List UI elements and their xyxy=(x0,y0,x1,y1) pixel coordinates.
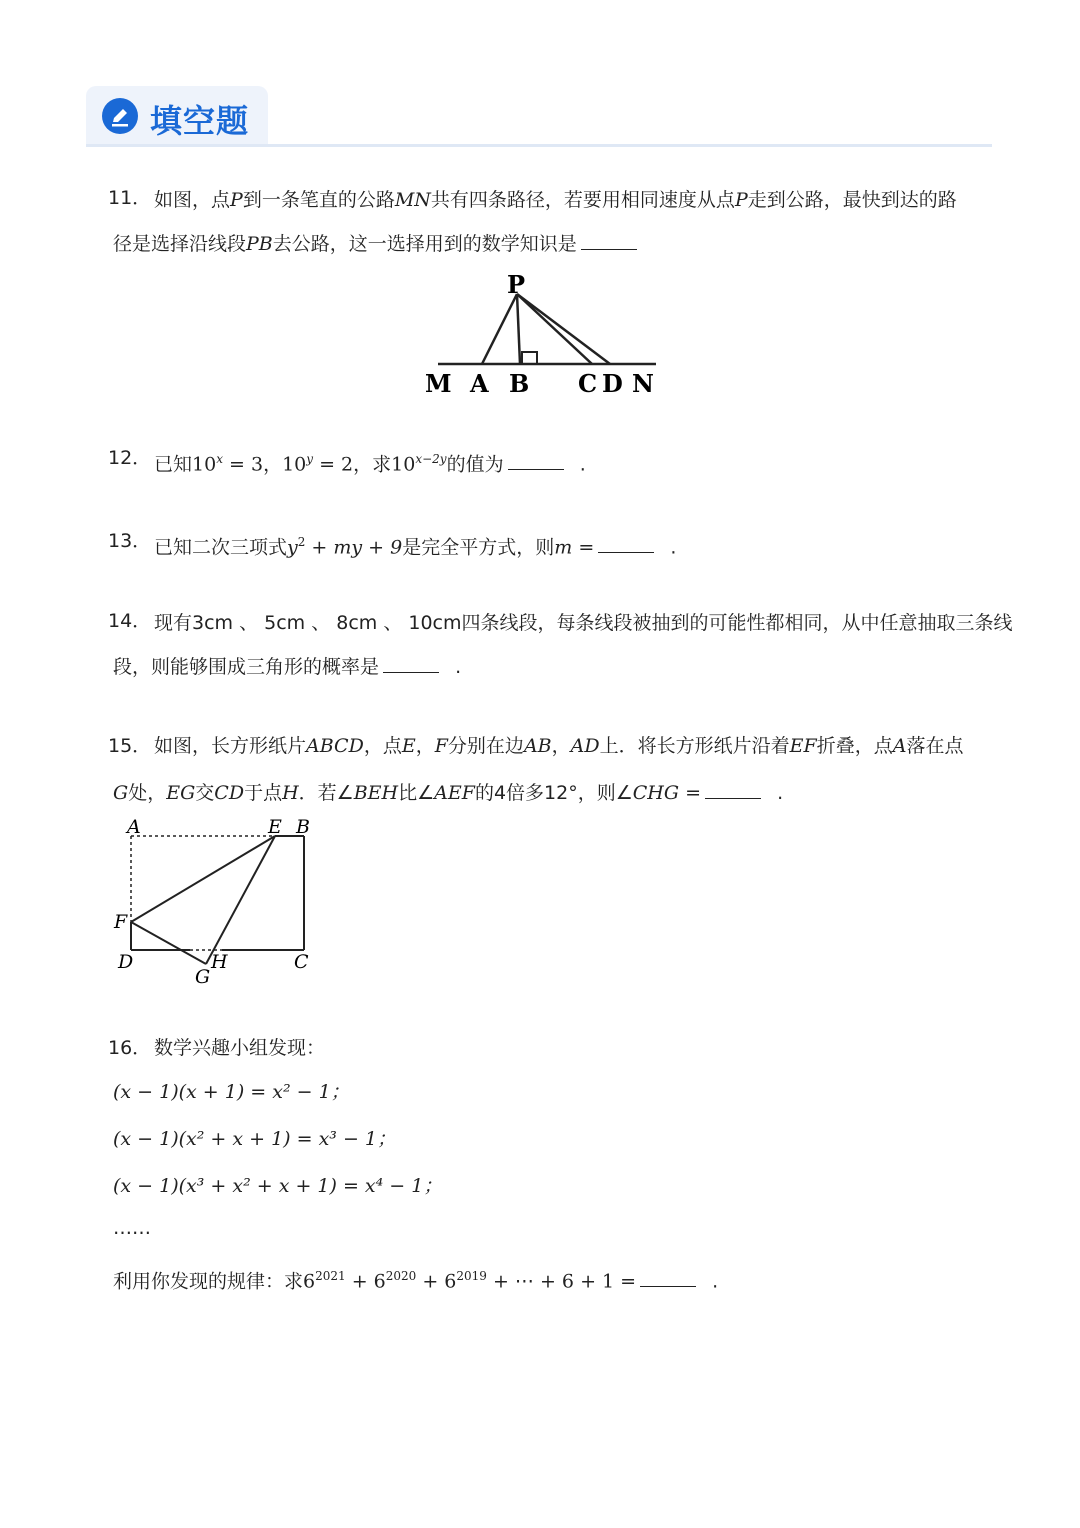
answer-blank[interactable] xyxy=(640,1285,696,1287)
figure-label: C xyxy=(578,369,598,398)
figure-label: E xyxy=(268,816,282,838)
q12-text: 已知$10^x = 3$，$10^y = 2$，求$10^{x-2y}$的值为 . xyxy=(154,452,586,476)
figure-label: A xyxy=(470,369,489,398)
q11-line2: 径是选择沿线段PB去公路，这一选择用到的数学知识是 xyxy=(113,232,641,256)
q14-line2: 段，则能够围成三角形的概率是 . xyxy=(113,656,462,678)
q14-line1: 现有3cm 、 5cm 、 8cm 、 10cm四条线段，每条线段被抽到的可能性都相同，从中任意抽取三条线 xyxy=(154,612,1013,634)
q11-line1: 如图，点P到一条笔直的公路MN共有四条路径，若要用相同速度从点P走到公路，最快到达的路 xyxy=(154,189,957,211)
section-title: 填空题 xyxy=(150,102,250,140)
question-number: 11． xyxy=(108,187,152,209)
question-number: 16． xyxy=(108,1037,152,1059)
section-divider xyxy=(86,144,992,147)
figure-label: B xyxy=(509,369,530,398)
q15-line2: G处，EG交CD于点H．若∠BEH比∠AEF的4倍多12°，则∠CHG = . xyxy=(113,782,784,804)
q16-equation-2: (x − 1)(x² + x + 1) = x³ − 1； xyxy=(113,1128,397,1150)
figure-label: N xyxy=(632,369,654,398)
figure-label: D xyxy=(602,369,623,398)
q16-intro: 数学兴趣小组发现： xyxy=(154,1037,326,1059)
figure-label: F xyxy=(114,911,128,933)
figure-label: A xyxy=(127,816,141,838)
question-number: 13． xyxy=(108,530,152,552)
answer-blank[interactable] xyxy=(508,468,564,470)
figure-label: M xyxy=(425,369,452,398)
answer-blank[interactable] xyxy=(705,797,761,799)
q15-figure xyxy=(108,812,338,988)
q16-equation-3: (x − 1)(x³ + x² + x + 1) = x⁴ − 1； xyxy=(113,1175,443,1197)
figure-label: P xyxy=(507,270,526,299)
figure-label: H xyxy=(211,951,228,973)
question-number: 14． xyxy=(108,610,152,632)
q11-figure xyxy=(420,268,670,404)
figure-label: C xyxy=(294,951,309,973)
q16-ellipsis: …… xyxy=(113,1217,151,1239)
q16-task: 利用你发现的规律：求$6^{2021} + 6^{2020} + 6^{2019}$ + ⋯ + 6 + 1 = . xyxy=(113,1269,719,1293)
figure-label: D xyxy=(118,951,134,973)
pencil-icon xyxy=(101,97,139,135)
answer-blank[interactable] xyxy=(383,671,439,673)
answer-blank[interactable] xyxy=(581,248,637,250)
figure-label: G xyxy=(195,966,211,988)
q15-line1: 如图，长方形纸片ABCD，点E，F分别在边AB，AD上．将长方形纸片沿着EF折叠，点A落在点 xyxy=(154,735,964,757)
q16-equation-1: (x − 1)(x + 1) = x² − 1； xyxy=(113,1081,350,1103)
question-number: 15． xyxy=(108,735,152,757)
question-number: 12． xyxy=(108,447,152,469)
q13-text: 已知二次三项式$y^2$ + my + 9是完全平方式，则m = . xyxy=(154,535,677,559)
figure-label: B xyxy=(296,816,310,838)
answer-blank[interactable] xyxy=(598,551,654,553)
